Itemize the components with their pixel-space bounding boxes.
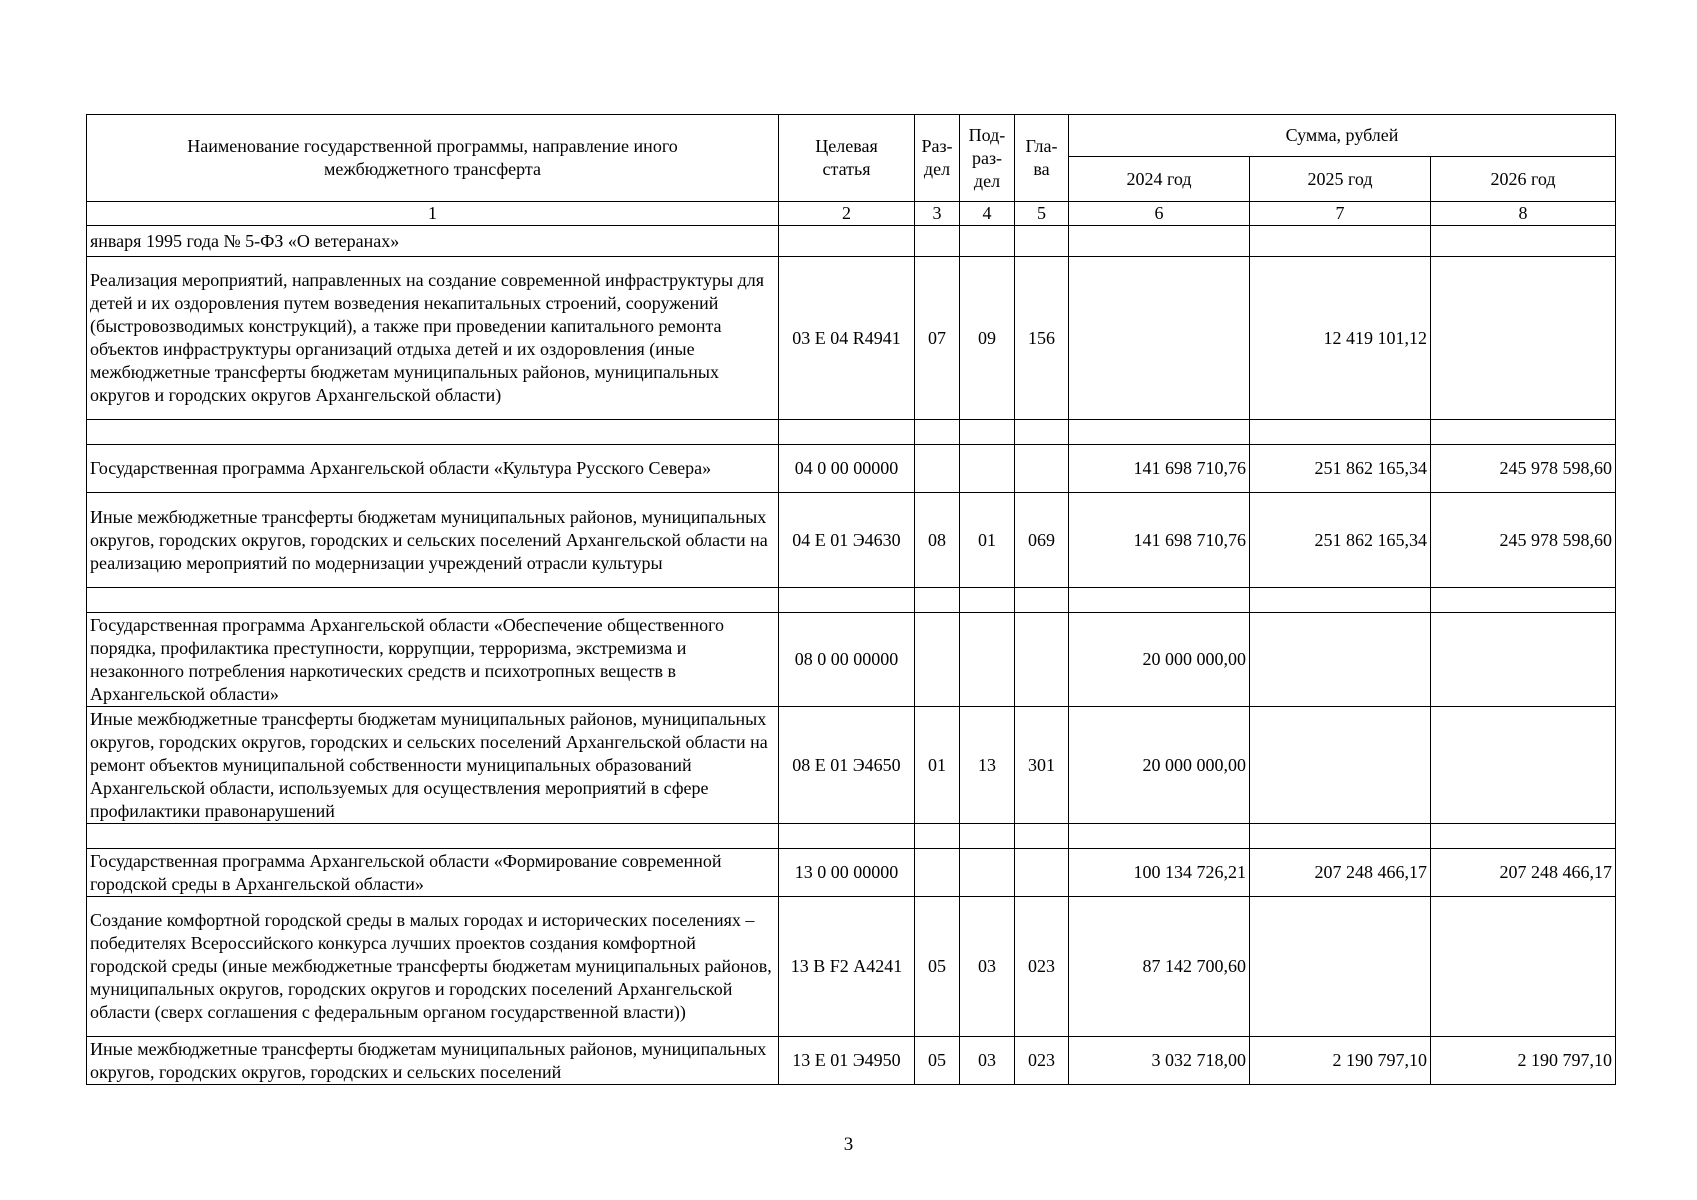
table-row xyxy=(87,257,1616,420)
row-section xyxy=(915,445,960,493)
row-2024: 141 698 710,76 xyxy=(1069,493,1250,588)
row-subsection: 01 xyxy=(960,493,1015,588)
row-2024 xyxy=(1069,226,1250,257)
row-chapter: 023 xyxy=(1015,897,1069,1037)
row-name: Государственная программа Архангельской области «Культура Русского Севера» xyxy=(87,445,779,493)
row-name: Государственная программа Архангельской области «Формирование современной городской среды в Архангельской области» xyxy=(87,849,779,897)
header-subsection: Под-раз-дел xyxy=(960,115,1015,202)
row-target: 08 0 00 00000 xyxy=(779,613,915,707)
row-name: Иные межбюджетные трансферты бюджетам муниципальных районов, муниципальных округов, городских округов, городских и сельских поселений xyxy=(87,1037,779,1085)
row-subsection xyxy=(960,226,1015,257)
row-subsection xyxy=(960,849,1015,897)
row-subsection: 03 xyxy=(960,897,1015,1037)
column-number: 3 xyxy=(915,202,960,226)
column-numbers-row xyxy=(87,202,1616,226)
header-name: Наименование государственной программы, направление иного межбюджетного трансферта xyxy=(87,115,779,202)
row-2026: 207 248 466,17 xyxy=(1431,849,1616,897)
header-section: Раз-дел xyxy=(915,115,960,202)
row-subsection xyxy=(960,613,1015,707)
row-2026: 245 978 598,60 xyxy=(1431,493,1616,588)
row-2026 xyxy=(1431,707,1616,824)
row-section xyxy=(915,849,960,897)
row-target: 13 Е 01 Э4950 xyxy=(779,1037,915,1085)
column-number: 1 xyxy=(87,202,779,226)
row-subsection: 03 xyxy=(960,1037,1015,1085)
row-2025: 2 190 797,10 xyxy=(1250,1037,1431,1085)
row-2025: 251 862 165,34 xyxy=(1250,445,1431,493)
program-row xyxy=(87,849,1616,897)
row-name: Иные межбюджетные трансферты бюджетам муниципальных районов, муниципальных округов, городских округов, городских и сельских поселений Архангельской области на реализацию мероприятий по модернизации учреждений отрасли культуры xyxy=(87,493,779,588)
row-name: Реализация мероприятий, направленных на создание современной инфраструктуры для детей и их оздоровления путем возведения некапитальных строений, сооружений (быстровозводимых конструкций), а также при проведении капитального ремонта объектов инфраструктуры организаций отдыха детей и их оздоровления (иные межбюджетные трансферты бюджетам муниципальных районов, муниципальных округов и городских округов Архангельской области) xyxy=(87,257,779,420)
row-section xyxy=(915,226,960,257)
budget-table xyxy=(86,114,1616,1085)
row-target xyxy=(779,226,915,257)
row-2024: 3 032 718,00 xyxy=(1069,1037,1250,1085)
row-name: Иные межбюджетные трансферты бюджетам муниципальных районов, муниципальных округов, городских округов, городских и сельских поселений Архангельской области на ремонт объектов муниципальной собственности муниципальных образований Архангельской области, используемых для осуществления мероприятий в сфере профилактики правонарушений xyxy=(87,707,779,824)
table-row xyxy=(87,707,1616,824)
spacer-row xyxy=(87,588,1616,613)
row-chapter xyxy=(1015,226,1069,257)
row-name: Государственная программа Архангельской области «Обеспечение общественного порядка, профилактика преступности, коррупции, терроризма, экстремизма и незаконного потребления наркотических средств и психотропных веществ в Архангельской области» xyxy=(87,613,779,707)
row-2024: 20 000 000,00 xyxy=(1069,707,1250,824)
row-chapter xyxy=(1015,445,1069,493)
row-subsection: 13 xyxy=(960,707,1015,824)
row-target: 13 В F2 А4241 xyxy=(779,897,915,1037)
column-number: 4 xyxy=(960,202,1015,226)
header-year-2024: 2024 год xyxy=(1069,157,1250,202)
row-chapter xyxy=(1015,849,1069,897)
page-number: 3 xyxy=(843,1134,854,1155)
row-subsection xyxy=(960,445,1015,493)
row-2025: 251 862 165,34 xyxy=(1250,493,1431,588)
row-2026 xyxy=(1431,226,1616,257)
header-row xyxy=(87,115,1616,157)
row-section: 05 xyxy=(915,1037,960,1085)
row-target: 04 0 00 00000 xyxy=(779,445,915,493)
header-target: Целевая статья xyxy=(779,115,915,202)
row-2024: 87 142 700,60 xyxy=(1069,897,1250,1037)
row-subsection: 09 xyxy=(960,257,1015,420)
row-chapter: 023 xyxy=(1015,1037,1069,1085)
table-row xyxy=(87,226,1616,257)
row-section: 08 xyxy=(915,493,960,588)
row-2026 xyxy=(1431,613,1616,707)
column-number: 6 xyxy=(1069,202,1250,226)
row-name: Создание комфортной городской среды в малых городах и исторических поселениях – победителях Всероссийского конкурса лучших проектов создания комфортной городской среды (иные межбюджетные трансферты бюджетам муниципальных районов, муниципальных округов, городских округов и городских поселений Архангельской области (сверх соглашения с федеральным органом государственной власти)) xyxy=(87,897,779,1037)
row-target: 03 Е 04 R4941 xyxy=(779,257,915,420)
row-2026: 245 978 598,60 xyxy=(1431,445,1616,493)
column-number: 5 xyxy=(1015,202,1069,226)
row-target: 04 Е 01 Э4630 xyxy=(779,493,915,588)
row-2025 xyxy=(1250,226,1431,257)
row-section xyxy=(915,613,960,707)
header-chapter: Гла-ва xyxy=(1015,115,1069,202)
row-chapter xyxy=(1015,613,1069,707)
row-2024: 100 134 726,21 xyxy=(1069,849,1250,897)
row-2024 xyxy=(1069,257,1250,420)
row-2025: 207 248 466,17 xyxy=(1250,849,1431,897)
row-chapter: 156 xyxy=(1015,257,1069,420)
row-target: 13 0 00 00000 xyxy=(779,849,915,897)
row-chapter: 069 xyxy=(1015,493,1069,588)
row-name: января 1995 года № 5-ФЗ «О ветеранах» xyxy=(87,226,779,257)
column-number: 8 xyxy=(1431,202,1616,226)
program-row xyxy=(87,613,1616,707)
row-2025 xyxy=(1250,707,1431,824)
row-2026: 2 190 797,10 xyxy=(1431,1037,1616,1085)
program-row xyxy=(87,445,1616,493)
row-2026 xyxy=(1431,897,1616,1037)
row-chapter: 301 xyxy=(1015,707,1069,824)
row-2025 xyxy=(1250,897,1431,1037)
row-2024: 141 698 710,76 xyxy=(1069,445,1250,493)
column-number: 2 xyxy=(779,202,915,226)
row-2025: 12 419 101,12 xyxy=(1250,257,1431,420)
column-number: 7 xyxy=(1250,202,1431,226)
row-2025 xyxy=(1250,613,1431,707)
header-year-2025: 2025 год xyxy=(1250,157,1431,202)
row-2026 xyxy=(1431,257,1616,420)
row-section: 05 xyxy=(915,897,960,1037)
table-row xyxy=(87,493,1616,588)
table-row xyxy=(87,897,1616,1037)
spacer-row xyxy=(87,824,1616,849)
row-target: 08 Е 01 Э4650 xyxy=(779,707,915,824)
header-year-2026: 2026 год xyxy=(1431,157,1616,202)
row-2024: 20 000 000,00 xyxy=(1069,613,1250,707)
spacer-row xyxy=(87,420,1616,445)
row-section: 07 xyxy=(915,257,960,420)
header-sum: Сумма, рублей xyxy=(1069,115,1616,157)
row-section: 01 xyxy=(915,707,960,824)
table-row xyxy=(87,1037,1616,1085)
